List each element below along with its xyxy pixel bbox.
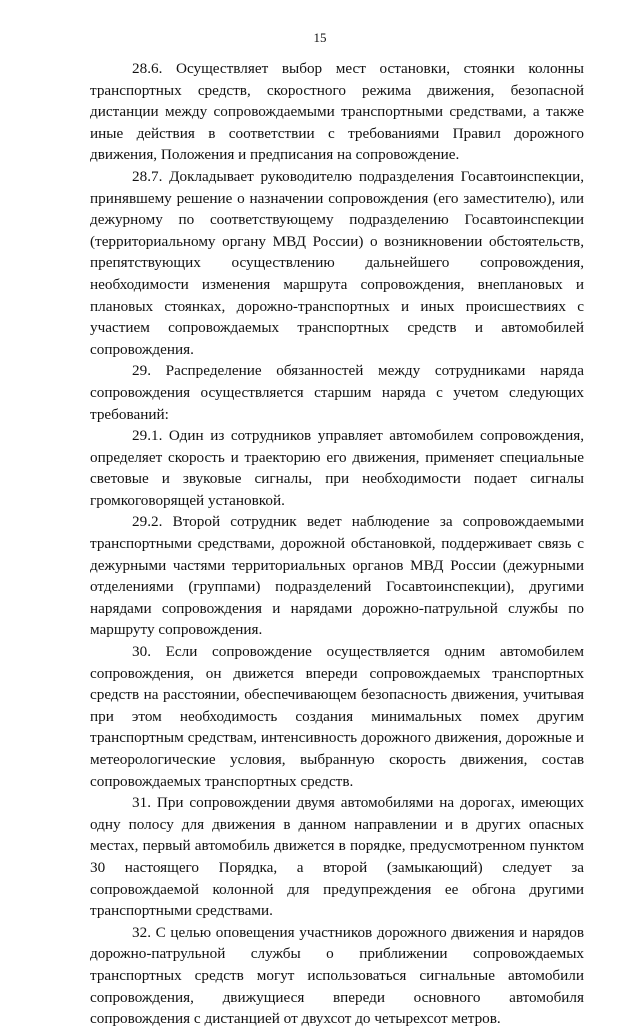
paragraph-32: 32. С целью оповещения участников дорожного движения и нарядов дорожно-патрульной службы о приближении сопровождаемых транспортных средств могут использоваться сигнальные автомобили сопровождения, движущиеся впереди основного автомобиля сопровождения с дистанцией от двухсот до четырехсот метров. [90,923,584,1028]
paragraph-28-7: 28.7. Докладывает руководителю подразделения Госавтоинспекции, принявшему решение о назначении сопровождения (его заместителю), или дежурному по соответствующему подразделению Госавтоинспекции (территориальному органу МВД России) о возникновении обстоятельств, препятствующих осуществлению дальнейшего сопровождения, необходимости изменения маршрута сопровождения, внеплановых и плановых стоянках, дорожно-транспортных и иных происшествиях с участием сопровождаемых транспортных средств и автомобилей сопровождения. [90,167,584,358]
page-number: 15 [313,30,327,45]
paragraph-29-2: 29.2. Второй сотрудник ведет наблюдение за сопровождаемыми транспортными средствами, дорожной обстановкой, поддерживает связь с дежурными частями территориальных органов МВД России (дежурными отделениями (группами) подразделений Госавтоинспекции), другими нарядами сопровождения и нарядами дорожно-патрульной службы по маршруту сопровождения. [90,513,584,639]
paragraph-28-6: 28.6. Осуществляет выбор мест остановки, стоянки колонны транспортных средств, скоростного режима движения, безопасной дистанции между сопровождаемыми транспортными средствами, а также иные действия в соответствии с требованиями Правил дорожного движения, Положения и предписания на сопровождение. [90,60,584,164]
document-body [90,58,584,1030]
paragraph-30: 30. Если сопровождение осуществляется одним автомобилем сопровождения, он движется впереди сопровождаемых транспортных средств на расстоянии, обеспечивающем безопасность движения, учитывая при этом необходимость создания минимальных помех другим транспортным средствам, интенсивность дорожного движения, дорожные и метеорологические условия, выбранную скорость движения, состав сопровождаемых транспортных средств. [90,643,584,790]
paragraph-31: 31. При сопровождении двумя автомобилями на дорогах, имеющих одну полосу для движения в данном направлении и в других опасных местах, первый автомобиль движется в порядке, предусмотренном пунктом 30 настоящего Порядка, а второй (замыкающий) следует за сопровождаемой колонной для предупреждения ее обгона другими транспортными средствами. [90,794,584,920]
paragraph-29: 29. Распределение обязанностей между сотрудниками наряда сопровождения осуществляется старшим наряда с учетом следующих требований: [90,362,584,423]
paragraph-29-1: 29.1. Один из сотрудников управляет автомобилем сопровождения, определяет скорость и траекторию его движения, применяет специальные световые и звуковые сигналы, при необходимости подает сигналы громкоговорящей установкой. [90,427,584,509]
